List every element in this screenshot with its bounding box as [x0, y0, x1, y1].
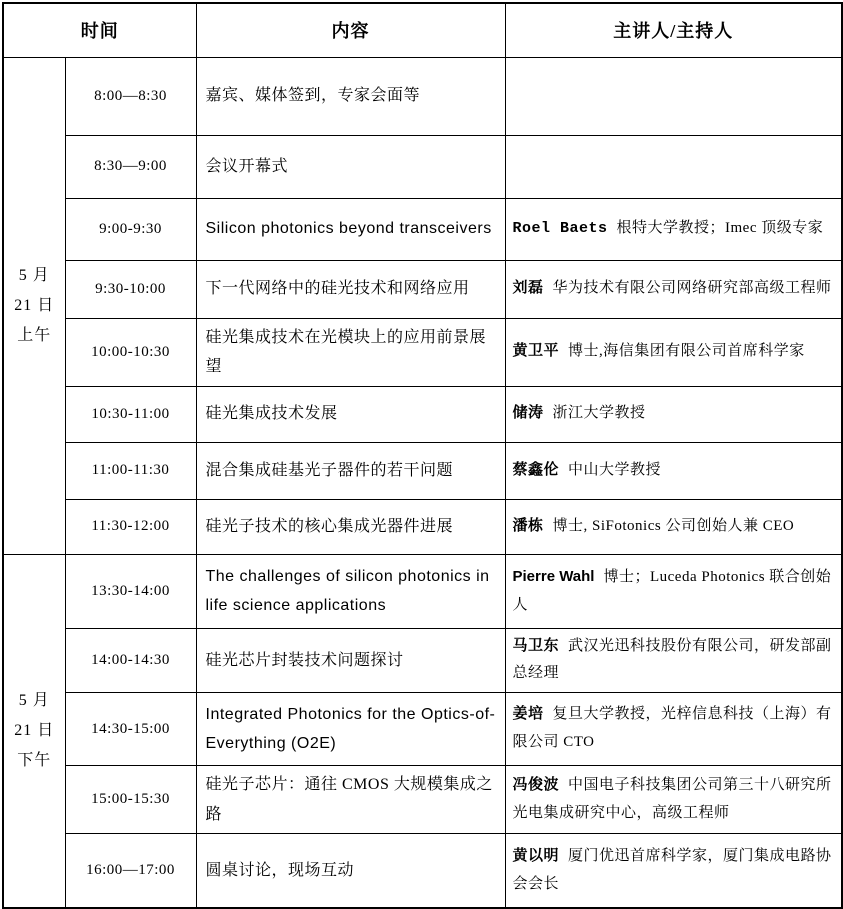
- speaker-cell: [505, 57, 842, 135]
- speaker-desc: 武汉光迅科技股份有限公司，研发部副总经理: [512, 637, 832, 682]
- speaker-desc: 浙江大学教授: [552, 405, 646, 422]
- content-cell: 圆桌讨论，现场互动: [196, 834, 505, 908]
- header-content: 内容: [196, 3, 505, 57]
- time-cell: 8:30—9:00: [65, 135, 196, 198]
- speaker-name: 冯俊波: [512, 777, 560, 794]
- date-line: 上午: [17, 326, 52, 344]
- speaker-name: 马卫东: [512, 637, 560, 654]
- speaker-cell: [505, 442, 842, 499]
- content-cell: 硅光集成技术在光模块上的应用前景展望: [196, 318, 505, 386]
- speaker-name: 黄以明: [512, 847, 560, 864]
- speaker-desc: 博士；Luceda Photonics 联合创始人: [512, 568, 832, 613]
- header-speaker: 主讲人/主持人: [505, 3, 842, 57]
- speaker-name: 姜培: [512, 706, 544, 723]
- speaker-name: Roel Baets: [512, 220, 608, 238]
- date-line: 21 日: [14, 296, 55, 314]
- content-cell: Silicon photonics beyond transceivers: [196, 198, 505, 260]
- content-cell: The challenges of silicon photonics in life science applications: [196, 554, 505, 628]
- content-cell: 嘉宾、媒体签到，专家会面等: [196, 57, 505, 135]
- schedule-row: [3, 198, 842, 260]
- speaker-cell: [505, 766, 842, 834]
- time-cell: 10:00-10:30: [65, 318, 196, 386]
- schedule-row: [3, 442, 842, 499]
- date-line: 5 月: [18, 691, 50, 709]
- speaker-cell: [505, 198, 842, 260]
- speaker-desc: 华为技术有限公司网络研究部高级工程师: [552, 280, 832, 297]
- content-cell: 混合集成硅基光子器件的若干问题: [196, 442, 505, 499]
- schedule-row: [3, 386, 842, 442]
- schedule-row: [3, 554, 842, 628]
- time-cell: 16:00—17:00: [65, 834, 196, 908]
- content-cell: 下一代网络中的硅光技术和网络应用: [196, 260, 505, 318]
- speaker-name: 储涛: [512, 405, 544, 422]
- date-line: 21 日: [14, 721, 55, 739]
- schedule-row: [3, 834, 842, 908]
- speaker-name: Pierre Wahl: [512, 567, 595, 585]
- conference-schedule-table: [2, 2, 843, 909]
- content-cell: 硅光子技术的核心集成光器件进展: [196, 499, 505, 554]
- speaker-desc: 中山大学教授: [568, 461, 662, 478]
- speaker-cell: [505, 386, 842, 442]
- speaker-desc: 厦门优迅首席科学家，厦门集成电路协会会长: [512, 847, 832, 892]
- date-cell-morning: [3, 57, 65, 554]
- speaker-cell: [505, 318, 842, 386]
- header-time: 时间: [3, 3, 196, 57]
- schedule-row: [3, 693, 842, 766]
- speaker-name: 潘栋: [512, 517, 544, 534]
- speaker-name: 蔡鑫伦: [512, 461, 560, 478]
- speaker-name: 刘磊: [512, 280, 544, 297]
- speaker-desc: 复旦大学教授，光梓信息科技（上海）有限公司 CTO: [512, 706, 832, 751]
- schedule-row: [3, 135, 842, 198]
- speaker-desc: 根特大学教授；Imec 顶级专家: [616, 220, 824, 237]
- content-cell: 硅光芯片封装技术问题探讨: [196, 628, 505, 693]
- time-cell: 11:00-11:30: [65, 442, 196, 499]
- date-cell-afternoon: [3, 554, 65, 908]
- speaker-cell: [505, 628, 842, 693]
- speaker-cell: [505, 260, 842, 318]
- speaker-name: 黄卫平: [512, 343, 560, 360]
- schedule-row: [3, 260, 842, 318]
- date-line: 5 月: [18, 266, 50, 284]
- content-cell: 硅光子芯片：通往 CMOS 大规模集成之路: [196, 766, 505, 834]
- schedule-row: [3, 628, 842, 693]
- time-cell: 8:00—8:30: [65, 57, 196, 135]
- schedule-row: [3, 57, 842, 135]
- speaker-cell: [505, 135, 842, 198]
- speaker-cell: [505, 554, 842, 628]
- schedule-row: [3, 318, 842, 386]
- time-cell: 14:30-15:00: [65, 693, 196, 766]
- time-cell: 11:30-12:00: [65, 499, 196, 554]
- time-cell: 10:30-11:00: [65, 386, 196, 442]
- speaker-desc: 博士, SiFotonics 公司创始人兼 CEO: [552, 517, 795, 534]
- speaker-desc: 博士,海信集团有限公司首席科学家: [568, 343, 805, 360]
- time-cell: 9:30-10:00: [65, 260, 196, 318]
- speaker-cell: [505, 499, 842, 554]
- time-cell: 9:00-9:30: [65, 198, 196, 260]
- schedule-row: [3, 766, 842, 834]
- content-cell: Integrated Photonics for the Optics-of-Everything (O2E): [196, 693, 505, 766]
- speaker-cell: [505, 693, 842, 766]
- schedule-row: [3, 499, 842, 554]
- header-row: [3, 3, 842, 57]
- content-cell: 会议开幕式: [196, 135, 505, 198]
- time-cell: 15:00-15:30: [65, 766, 196, 834]
- speaker-desc: 中国电子科技集团公司第三十八研究所光电集成研究中心，高级工程师: [512, 777, 832, 821]
- content-cell: 硅光集成技术发展: [196, 386, 505, 442]
- time-cell: 14:00-14:30: [65, 628, 196, 693]
- time-cell: 13:30-14:00: [65, 554, 196, 628]
- date-line: 下午: [17, 751, 52, 769]
- speaker-cell: [505, 834, 842, 908]
